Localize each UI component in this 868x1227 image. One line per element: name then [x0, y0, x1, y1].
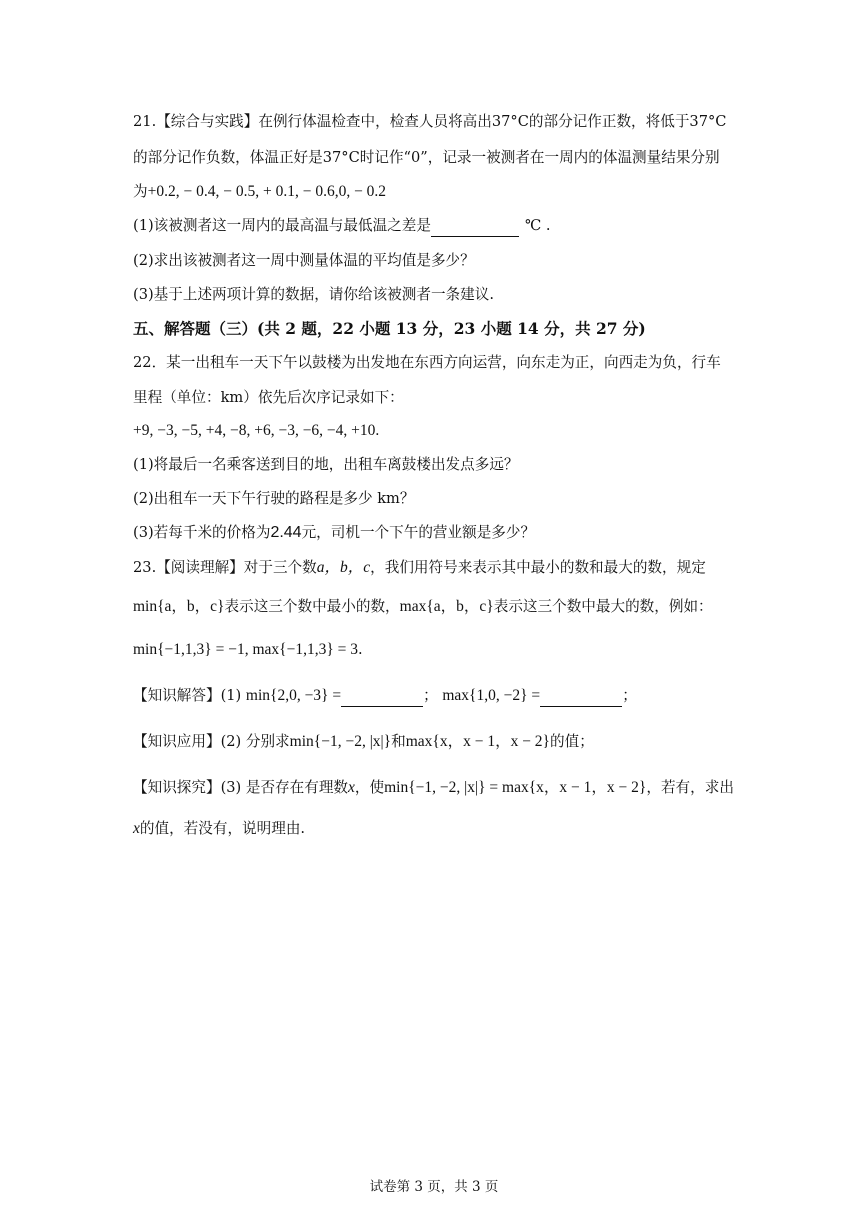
q23-knowledge-3	[133, 778, 734, 798]
q23-line-1-prefix: 23.【阅读理解】对于三个数	[133, 559, 317, 576]
q23-k1-expression-2: max{1,0, −2} =	[442, 687, 541, 704]
q22-line-1: 22．某一出租车一天下午以鼓楼为出发地在东西方向运营，向东走为正，向西走为负，行车	[133, 354, 721, 371]
q23-knowledge-2	[133, 732, 594, 752]
q23-k1-separator: ；	[423, 687, 438, 704]
q21-line-2: 的部分记作负数，体温正好是37°C时记作“0”，记录一被测者在一周内的体温测量结果分别	[133, 149, 720, 166]
q23-example	[133, 640, 363, 660]
q22-part-2: (2)出租车一天下午行驶的路程是多少 km？	[133, 490, 415, 507]
q23-k2-min-expression: min{−1, −2, |x|}	[289, 733, 392, 750]
q21-line-1: 21.【综合与实践】在例行体温检查中，检查人员将高出37°C的部分记作正数，将低于37°C	[133, 113, 727, 130]
q23-knowledge-3-line-2	[133, 819, 305, 839]
q23-k2-label: 【知识应用】(2) 分别求	[133, 733, 290, 750]
q23-k3-variable: x	[348, 779, 355, 796]
q21-part-2: (2)求出该被测者这一周中测量体温的平均值是多少？	[133, 252, 475, 269]
q22-line-2: 里程（单位：km）依先后次序记录如下：	[133, 389, 404, 406]
q23-max-notation: max{a，b，c}	[399, 598, 494, 615]
q23-k1-expression-1: min{2,0, −3} =	[245, 687, 342, 704]
q23-line-1	[133, 558, 706, 578]
q22-part-3	[133, 523, 535, 543]
q22-part-3-prefix: (3)若每千米的价格为	[133, 524, 271, 541]
q23-max-description: 表示这三个数中最大的数，例如：	[493, 598, 713, 615]
q21-part-1	[133, 216, 551, 237]
q21-line-3	[133, 182, 386, 202]
q22-mileage-records: +9, −3, −5, +4, −8, +6, −3, −6, −4, +10.	[133, 422, 380, 439]
q23-k2-and: 和	[391, 733, 406, 750]
page-footer: 试卷第 3 页，共 3 页	[369, 1179, 499, 1195]
q23-k3-label: 【知识探究】(3) 是否存在有理数	[133, 779, 349, 796]
q23-k1-blank-1[interactable]	[341, 686, 423, 707]
q23-example-end: .	[358, 641, 363, 658]
q23-k2-suffix: 的值；	[550, 733, 594, 750]
q22-part-3-suffix: 元，司机一个下午的营业额是多少？	[301, 524, 536, 541]
q23-line-1-suffix: ，我们用符号来表示其中最小的数和最大的数，规定	[370, 559, 706, 576]
q22-part-1: (1)将最后一名乘客送到目的地，出租车离鼓楼出发点多远？	[133, 456, 519, 473]
q22-price: 2.44	[270, 524, 302, 541]
q21-answer-blank[interactable]	[431, 216, 519, 237]
q21-part-3: (3)基于上述两项计算的数据，请你给该被测者一条建议.	[133, 286, 494, 303]
q23-k3-mid: ，使	[354, 779, 385, 796]
section-5-title: 五、解答题（三）(共 2 题，22 小题 13 分，23 小题 14 分，共 27 分)	[133, 319, 646, 338]
q23-k3-line-2-text: 的值，若没有，说明理由.	[139, 820, 306, 837]
q23-k1-end: ；	[622, 687, 637, 704]
q23-k1-label: 【知识解答】(1)	[133, 687, 242, 704]
q23-min-notation: min{a，b，c}	[133, 598, 225, 615]
q21-part-1-text: (1)该被测者这一周内的最高温与最低温之差是	[133, 217, 431, 234]
q23-k3-suffix: ，若有，求出	[646, 779, 734, 796]
q23-example-expression: min{−1,1,3} = −1, max{−1,1,3} = 3	[133, 641, 359, 658]
q23-k1-blank-2[interactable]	[540, 686, 622, 707]
q23-k3-equation: min{−1, −2, |x|} = max{x，x − 1，x − 2}	[384, 779, 647, 796]
q23-k2-max-expression: max{x，x − 1，x − 2}	[405, 733, 551, 750]
q21-line-3-prefix: 为	[133, 183, 148, 200]
q23-variables: a，b，c	[316, 559, 371, 576]
q21-part-1-unit: ℃ .	[524, 217, 551, 234]
q23-min-description: 表示这三个数中最小的数，	[224, 598, 400, 615]
q23-line-2	[133, 597, 713, 617]
q23-k3-line-2-variable: x	[133, 820, 140, 837]
q23-knowledge-1	[133, 686, 637, 707]
q21-temperature-values: +0.2, − 0.4, − 0.5, + 0.1, − 0.6,0, − 0.2	[147, 183, 387, 200]
